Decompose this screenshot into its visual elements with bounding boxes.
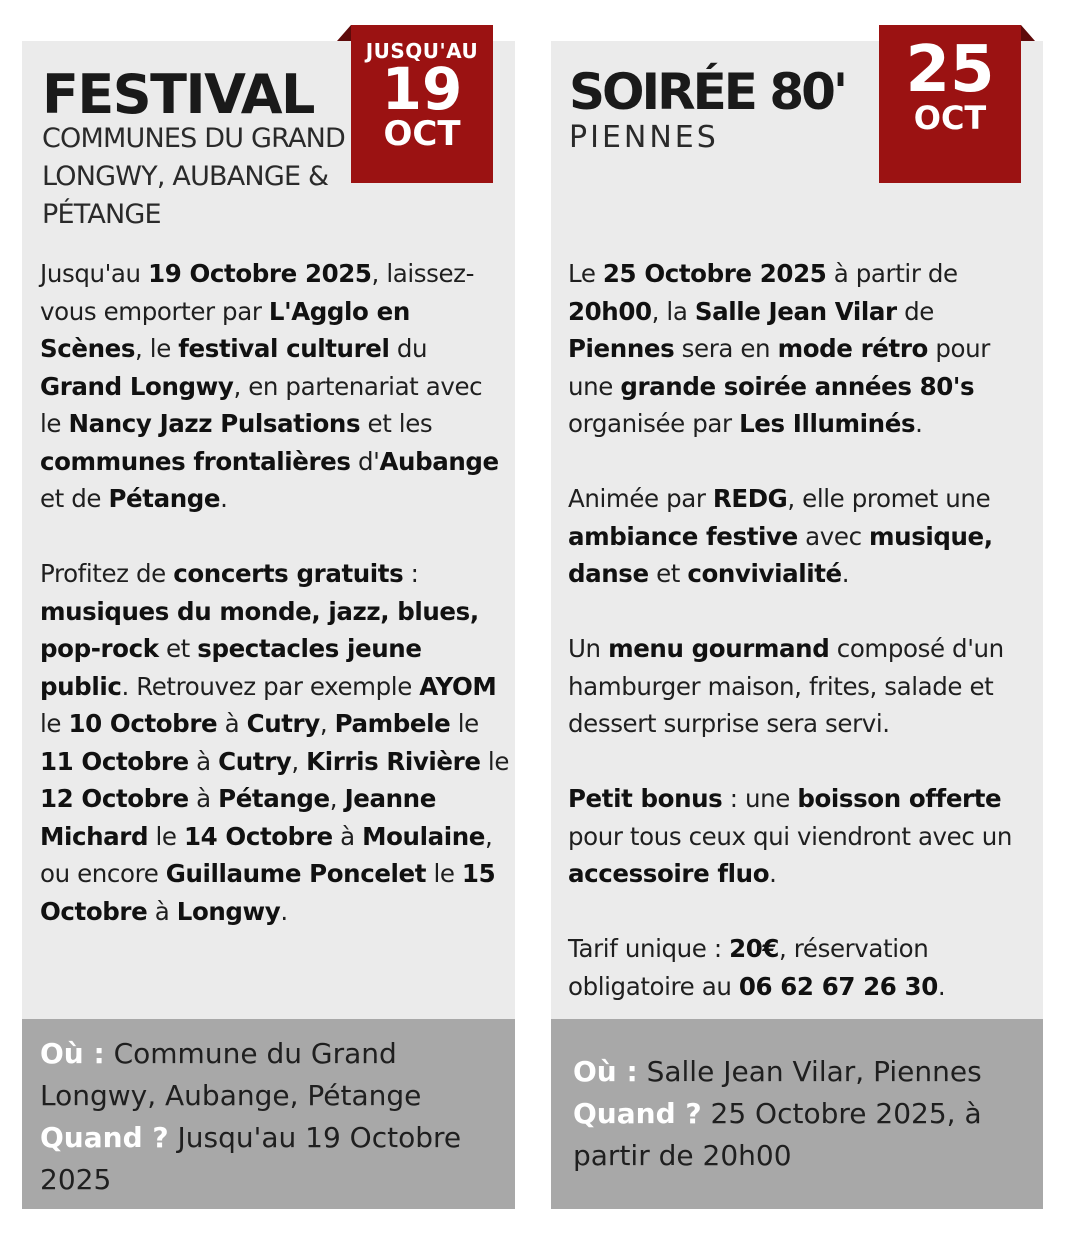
body-text: .: [915, 409, 923, 438]
body-text: et de: [40, 484, 109, 513]
badge-month: OCT: [383, 114, 461, 154]
highlight-text: REDG: [712, 484, 788, 513]
body-text: à partir de: [826, 259, 958, 288]
card-title: FESTIVAL: [42, 63, 314, 126]
highlight-text: AYOM: [419, 671, 497, 701]
date-badge: [879, 25, 1021, 183]
highlight-text: Cutry: [218, 746, 292, 776]
highlight-text: Cutry: [246, 709, 320, 738]
where-value: Commune du Grand Longwy, Aubange, Pétange: [40, 1037, 422, 1112]
body-text: ,: [329, 784, 345, 813]
body-text: , ou encore: [40, 821, 493, 888]
body-text: et les: [360, 409, 433, 438]
body-text: du: [389, 334, 428, 363]
highlight-text: accessoire fluo: [568, 859, 770, 888]
info-footer: [551, 1019, 1043, 1209]
highlight-text: Guillaume Poncelet: [165, 859, 427, 888]
body-text: . Retrouvez par exemple: [121, 671, 420, 701]
body-text: sera en: [674, 334, 778, 363]
body-text: à: [217, 709, 247, 738]
highlight-text: 19 Octobre 2025: [148, 259, 372, 288]
highlight-text: Pambele: [334, 709, 451, 738]
body-text: ,: [291, 746, 307, 776]
body-text: avec: [797, 521, 870, 551]
highlight-text: Les Illuminés: [739, 409, 916, 438]
body-paragraph: [568, 480, 1038, 593]
highlight-text: Piennes: [568, 334, 675, 363]
highlight-text: 10 Octobre: [68, 709, 218, 738]
body-text: le: [40, 709, 69, 738]
highlight-text: musique, danse: [568, 521, 993, 588]
body-text: et: [648, 559, 688, 588]
body-text: pour une: [568, 334, 990, 401]
when-label: Quand ?: [40, 1121, 169, 1154]
highlight-text: boisson offerte: [797, 784, 1002, 813]
body-text: .: [280, 896, 288, 926]
body-text: Le: [568, 259, 603, 288]
highlight-text: ambiance festive: [568, 521, 798, 551]
highlight-text: Pétange: [218, 784, 330, 813]
body-text: Animée par: [568, 484, 713, 513]
badge-day: 25: [905, 33, 995, 107]
body-text: d': [350, 446, 380, 476]
highlight-text: 15 Octobre: [40, 859, 496, 926]
when-value: Jusqu'au 19 Octobre 2025: [40, 1121, 462, 1196]
highlight-text: mode rétro: [777, 334, 928, 363]
body-text: de: [896, 296, 934, 326]
body-text: .: [769, 859, 777, 888]
highlight-text: convivialité: [687, 559, 842, 588]
body-text: , réservation obligatoire au: [568, 934, 929, 1001]
body-text: : une: [722, 784, 798, 813]
body-text: Un: [568, 634, 609, 663]
highlight-text: Aubange: [379, 446, 499, 476]
highlight-text: Salle Jean Vilar: [694, 296, 897, 326]
body-paragraph: [568, 780, 1038, 893]
body-text: et: [158, 634, 198, 663]
badge-fold: [337, 25, 351, 41]
body-paragraph: [40, 555, 510, 930]
highlight-text: spectacles jeune public: [40, 634, 422, 701]
card-body: [568, 255, 1038, 1043]
badge-prefix: JUSQU'AU: [365, 39, 479, 63]
body-text: , en partenariat avec le: [40, 371, 483, 438]
highlight-text: 06 62 67 26 30: [738, 971, 938, 1001]
highlight-text: L'Agglo en Scènes: [40, 296, 410, 363]
body-text: Jusqu'au: [40, 259, 149, 288]
body-paragraph: [568, 255, 1038, 443]
body-text: à: [188, 784, 219, 813]
body-text: ,: [319, 709, 335, 738]
where-label: Où :: [573, 1055, 638, 1088]
festival-card: [22, 41, 515, 1209]
highlight-text: 25 Octobre 2025: [602, 259, 827, 288]
highlight-text: Petit bonus: [568, 784, 723, 813]
highlight-text: musiques du monde, jazz, blues, pop-rock: [40, 596, 479, 663]
highlight-text: 11 Octobre: [40, 746, 189, 776]
highlight-text: Jeanne Michard: [40, 784, 436, 851]
body-paragraph: [568, 930, 1038, 1005]
body-text: pour tous ceux qui viendront avec un: [568, 821, 1013, 851]
badge-day: 19: [381, 55, 463, 123]
highlight-text: Grand Longwy: [40, 371, 234, 401]
body-text: .: [937, 971, 946, 1001]
body-text: le: [450, 709, 479, 738]
highlight-text: 14 Octobre: [183, 821, 333, 851]
body-text: le: [480, 746, 509, 776]
card-subtitle: PIENNES: [569, 120, 719, 155]
body-text: le: [148, 821, 184, 851]
highlight-text: Nancy Jazz Pulsations: [68, 409, 361, 438]
body-text: à: [147, 896, 177, 926]
body-text: , elle promet une: [787, 484, 991, 513]
card-body: [40, 255, 510, 968]
highlight-text: communes frontalières: [40, 446, 351, 476]
badge-month: OCT: [913, 99, 987, 137]
highlight-text: Moulaine: [362, 821, 485, 851]
body-text: à: [332, 821, 363, 851]
when-value: 25 Octobre 2025, à partir de 20h00: [573, 1097, 982, 1172]
body-text: composé d'un hamburger maison, frites, salade et dessert surprise sera servi.: [568, 634, 1004, 738]
where-label: Où :: [40, 1037, 105, 1070]
highlight-text: concerts gratuits: [173, 559, 404, 588]
highlight-text: menu gourmand: [608, 634, 830, 663]
highlight-text: grande soirée années 80's: [620, 371, 975, 401]
highlight-text: 12 Octobre: [40, 784, 189, 813]
body-text: le: [426, 859, 462, 888]
body-text: Tarif unique :: [568, 934, 730, 963]
highlight-text: Kirris Rivière: [306, 746, 481, 776]
body-text: :: [403, 559, 419, 588]
highlight-text: 20h00: [568, 296, 652, 326]
body-text: , laissez-vous emporter par: [40, 259, 475, 326]
card-title: SOIRÉE 80': [569, 63, 846, 121]
body-text: Profitez de: [40, 559, 174, 588]
body-text: .: [220, 484, 228, 513]
when-label: Quand ?: [573, 1097, 702, 1130]
body-text: organisée par: [568, 409, 740, 438]
body-text: à: [188, 746, 219, 776]
card-subtitle: COMMUNES DU GRAND LONGWY, AUBANGE & PÉTANGE: [42, 123, 346, 230]
where-value: Salle Jean Vilar, Piennes: [646, 1055, 982, 1088]
body-text: .: [841, 559, 850, 588]
highlight-text: 20€: [729, 934, 780, 963]
badge-fold: [1021, 25, 1035, 41]
highlight-text: Longwy: [176, 896, 281, 926]
highlight-text: festival culturel: [178, 334, 390, 363]
body-text: , le: [135, 334, 179, 363]
highlight-text: Pétange: [108, 484, 221, 513]
soiree-card: [551, 33, 1043, 1209]
info-footer: [22, 1019, 515, 1209]
body-text: , la: [651, 296, 695, 326]
body-paragraph: [40, 255, 510, 518]
body-paragraph: [568, 630, 1038, 743]
date-badge: [351, 25, 493, 183]
